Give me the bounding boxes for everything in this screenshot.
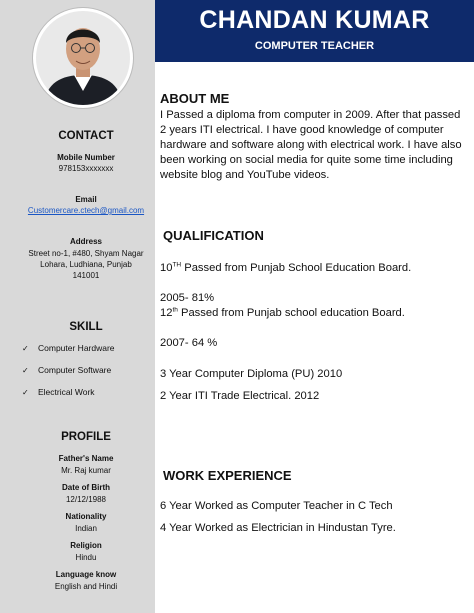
qualification-result: 2005- 81% [160, 292, 215, 304]
profile-photo [33, 8, 133, 108]
qualification-text: Passed from Punjab School Education Board. [181, 262, 412, 274]
mobile-value: 978153xxxxxxx [58, 164, 114, 173]
qualification-item: 3 Year Computer Diploma (PU) 2010 [160, 368, 343, 380]
check-icon: ✓ [22, 387, 29, 397]
skill-heading: SKILL [69, 321, 103, 333]
profile-field-label: Nationality [65, 512, 107, 521]
address-line: 141001 [72, 271, 100, 280]
about-line: website blog and YouTube videos. [160, 169, 330, 181]
email-value[interactable] [0, 205, 172, 216]
profile-field-value: Indian [75, 524, 97, 533]
mobile-label: Mobile Number [57, 153, 115, 162]
work-item: 6 Year Worked as Computer Teacher in C Tech [160, 500, 393, 512]
skill-item [22, 365, 111, 375]
profile-field-label: Language know [55, 570, 117, 579]
about-text [160, 108, 470, 183]
skill-item [22, 343, 115, 353]
profile-heading: PROFILE [61, 431, 111, 443]
work-item: 4 Year Worked as Electrician in Hindustan Tyre. [160, 522, 396, 534]
qualification-text: Passed from Punjab school education Board. [177, 307, 405, 319]
qualification-result: 2007- 64 % [160, 337, 218, 349]
person-name: CHANDAN KUMAR [199, 6, 430, 34]
profile-field-label: Date of Birth [62, 483, 110, 492]
about-line: 2 years ITI electrical. I have good knowledge of computer [160, 124, 444, 136]
email-label: Email [75, 195, 97, 204]
profile-field-label: Father's Name [58, 454, 114, 463]
person-role: COMPUTER TEACHER [254, 40, 375, 52]
about-line: been working on social media for quite some time including [160, 154, 453, 166]
work-heading: WORK EXPERIENCE [163, 468, 292, 483]
about-line: I Passed a diploma from computer in 2009. After that passed [160, 109, 461, 121]
profile-field-value: 12/12/1988 [65, 495, 107, 504]
contact-heading: CONTACT [58, 130, 114, 142]
person-portrait-icon [36, 11, 130, 105]
skill-label: Computer Software [38, 365, 112, 375]
profile-field-value: Mr. Raj kumar [61, 466, 111, 475]
skill-item [22, 387, 95, 397]
qualification-num: 12 [160, 307, 173, 319]
profile-field-value: English and Hindi [54, 582, 118, 591]
qualification-num: 10 [160, 262, 173, 274]
qualification-sup: th [172, 306, 178, 314]
address-line: Lohara, Ludhiana, Punjab [40, 260, 132, 269]
profile-field-label: Religion [70, 541, 102, 550]
check-icon: ✓ [22, 343, 29, 353]
email-link[interactable]: Customercare.ctech@gmail.com [27, 206, 145, 215]
skill-label: Electrical Work [38, 387, 95, 397]
qualification-item: 2 Year ITI Trade Electrical. 2012 [160, 390, 320, 402]
about-line: hardware and software along with electrical work. I have also [160, 139, 462, 151]
about-heading: ABOUT ME [160, 91, 230, 106]
profile-field-value: Hindu [75, 553, 97, 562]
qualification-sup: TH [172, 261, 182, 269]
address-line: Street no-1, #480, Shyam Nagar [28, 249, 144, 258]
qualification-heading: QUALIFICATION [163, 228, 264, 243]
check-icon: ✓ [22, 365, 29, 375]
address-label: Address [69, 237, 102, 246]
skill-label: Computer Hardware [38, 343, 115, 353]
qualification-item [160, 307, 405, 319]
qualification-item [160, 262, 411, 274]
